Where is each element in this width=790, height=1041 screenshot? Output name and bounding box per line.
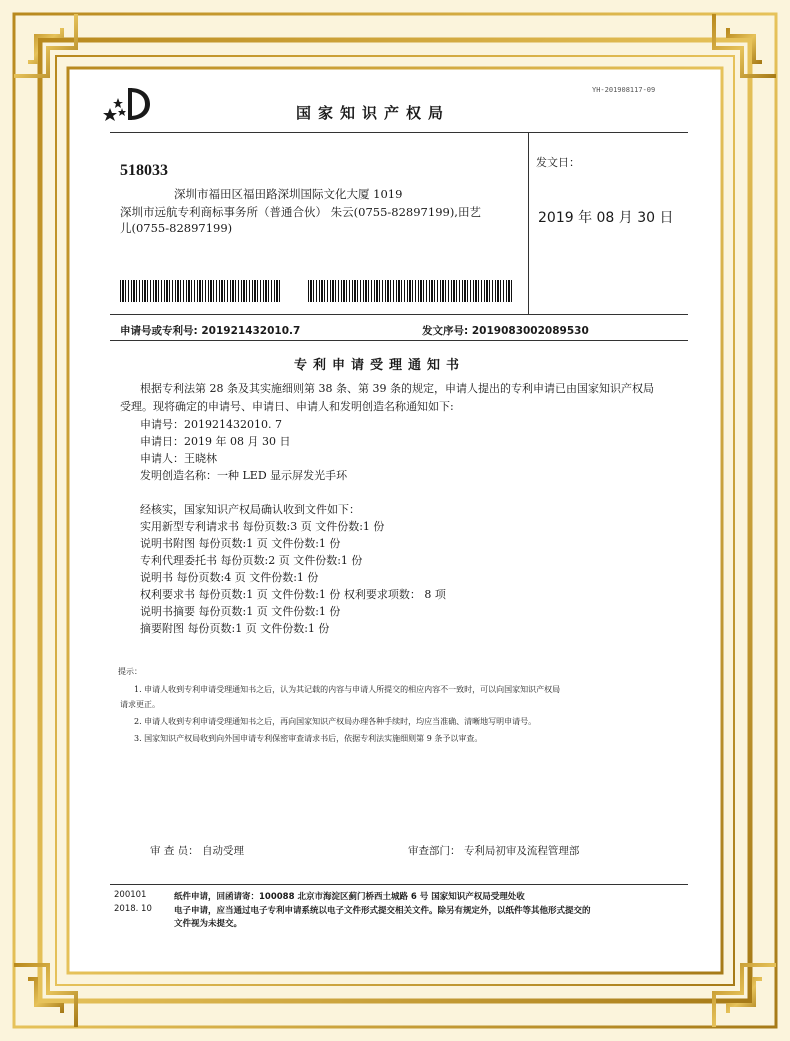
application-number-label: 申请号或专利号:: [120, 325, 198, 337]
header-bottom-rule: [110, 314, 688, 315]
application-no-line: 申请号：201921432010. 7: [140, 418, 282, 431]
postal-code: 518033: [120, 162, 168, 179]
file-item: 说明书摘要 每份页数:1 页 文件份数:1 份: [140, 605, 341, 618]
address-line-1: 深圳市福田区福田路深圳国际文化大厦 1019: [174, 187, 403, 201]
tip-3: 3. 国家知识产权局收到向外国申请专利保密审查请求书后，依据专利法实施细则第 9 条予以审查。: [134, 734, 483, 743]
paper-text: 回函请寄：100088 北京市海淀区蓟门桥西土城路 6 号 国家知识产权局受理处收: [216, 892, 525, 902]
paper-application-line: [174, 890, 525, 902]
file-item: 摘要附图 每份页数:1 页 文件份数:1 份: [140, 622, 330, 635]
file-item: 说明书 每份页数:4 页 文件份数:1 份: [140, 571, 319, 584]
address-line-3: 儿(0755-82897199): [120, 221, 233, 235]
tip-1-line-1: 1. 申请人收到专利申请受理通知书之后，认为其记载的内容与申请人所提交的相应内容不一致时，可以向国家知识产权局: [134, 685, 561, 694]
form-date: 2018. 10: [114, 904, 152, 914]
reference-code: YH-201908117-09: [592, 86, 656, 94]
serial-number-label: 发文序号:: [422, 325, 469, 337]
serial-number-field: [422, 323, 589, 338]
paper-label: 纸件申请，: [174, 892, 217, 902]
file-item: 说明书附图 每份页数:1 页 文件份数:1 份: [140, 537, 341, 550]
examiner-field: [150, 843, 244, 858]
applicant-line: 申请人：王晓林: [140, 452, 217, 465]
application-number: 201921432010.7: [201, 325, 301, 337]
examiner-label: 审 查 员：: [150, 845, 199, 857]
cnipa-logo-icon: [100, 84, 160, 124]
tip-1-line-2: 请求更正。: [120, 700, 160, 709]
notice-sheet: [82, 78, 708, 963]
appno-bottom-rule: [110, 340, 688, 341]
examiner-name: 自动受理: [202, 845, 245, 857]
header-top-rule: [110, 132, 688, 133]
footer-rule: [110, 884, 688, 885]
electronic-text-2-bold: 文件视为未提交。: [174, 919, 243, 929]
form-code: 200101: [114, 890, 147, 900]
electronic-application-line: [174, 904, 591, 916]
intro-line-1: 根据专利法第 28 条及其实施细则第 38 条、第 39 条的规定，申请人提出的专利申请已由国家知识产权局: [140, 382, 654, 395]
tips-label: 提示：: [118, 667, 142, 676]
send-date: 2019 年 08 月 30 日: [538, 210, 674, 226]
electronic-text-1: 应当通过电子专利申请系统以电子文件形式提交相关文件。除另有规定外，以纸件等其他形式提交的: [216, 906, 591, 916]
files-intro: 经核实，国家知识产权局确认收到文件如下：: [140, 503, 360, 516]
file-item: 权利要求书 每份页数:1 页 文件份数:1 份 权利要求项数： 8 项: [140, 588, 446, 601]
barcode-right: [308, 280, 512, 302]
address-line-2: 深圳市远航专利商标事务所（普通合伙） 朱云(0755-82897199),田艺: [120, 205, 481, 219]
application-number-field: [120, 323, 300, 338]
department-label: 审查部门：: [408, 845, 461, 857]
file-item: 专利代理委托书 每份页数:2 页 文件份数:1 份: [140, 554, 363, 567]
application-date-line: 申请日：2019 年 08 月 30 日: [140, 435, 291, 448]
serial-number: 2019083002089530: [471, 325, 589, 337]
send-date-label: 发文日：: [536, 156, 580, 169]
invention-name-line: 发明创造名称：一种 LED 显示屏发光手环: [140, 469, 348, 482]
office-name: 国家知识产权局: [296, 104, 451, 122]
notice-title: 专利申请受理通知书: [294, 358, 466, 373]
header-divider: [528, 132, 529, 314]
electronic-label: 电子申请，: [174, 906, 217, 916]
barcode-left: [120, 280, 282, 302]
file-item: 实用新型专利请求书 每份页数:3 页 文件份数:1 份: [140, 520, 385, 533]
department-name: 专利局初审及流程管理部: [463, 845, 580, 857]
department-field: [408, 843, 579, 858]
tip-2: 2. 申请人收到专利申请受理通知书之后，再向国家知识产权局办理各种手续时，均应当准确、清晰地写明申请号。: [134, 717, 537, 726]
electronic-text-2: [174, 917, 242, 929]
intro-line-2: 受理。现将确定的申请号、申请日、申请人和发明创造名称通知如下:: [120, 400, 454, 413]
